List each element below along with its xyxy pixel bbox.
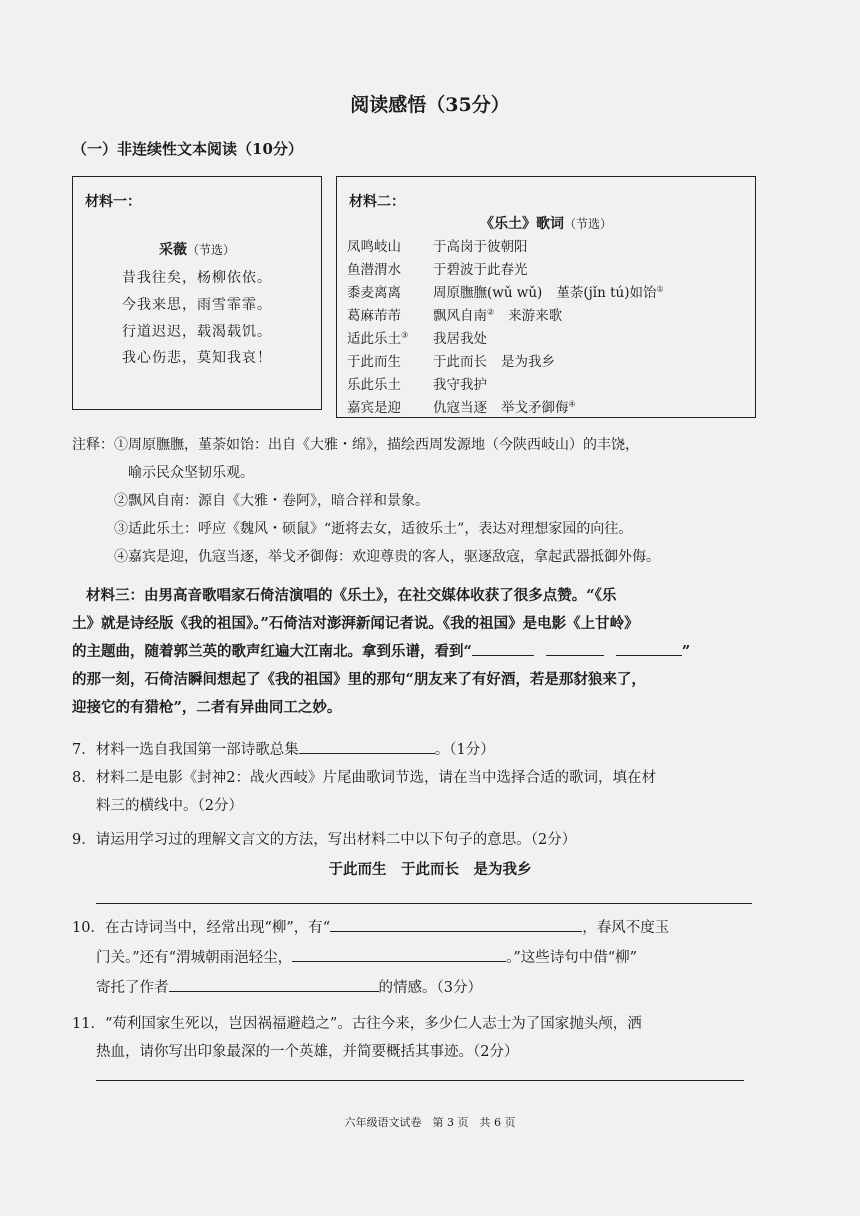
material3-line: 土》就是诗经版《我的祖国》。”石倚洁对澎湃新闻记者说。《我的祖国》是电影《上甘岭》 (72, 615, 639, 632)
answer-blank[interactable] (299, 739, 435, 754)
lyric-line: 嘉宾是迎 仇寇当逐 举戈矛御侮④ (347, 399, 576, 416)
question-8: 8．材料二是电影《封神2：战火西岐》片尾曲歌词节选，请在当中选择合适的歌词，填在材 (72, 770, 656, 786)
page-heading: 阅读感悟（35分） (350, 94, 510, 116)
answer-line[interactable] (96, 1080, 744, 1081)
answer-blank[interactable] (169, 977, 379, 992)
note-2: ②飘风自南：源自《大雅・卷阿》，暗合祥和景象。 (114, 493, 429, 509)
lyric-line: 黍麦离离 周原膴膴(wǔ wǔ) 堇荼(jǐn tú)如饴① (347, 284, 664, 301)
question-11: 11．“苟利国家生死以，岂因祸福避趋之”。古往今来，多少仁人志士为了国家抛头颅，洒 (72, 1016, 642, 1032)
question-10-cont: 寄托了作者 的情感。（3分） (96, 976, 482, 997)
note-3: ③适此乐土：呼应《魏风・硕鼠》“逝将去女，适彼乐土”，表达对理想家园的向往。 (114, 521, 633, 537)
lyric-line: 葛麻芾芾 飘风自南② 来游来歌 (347, 307, 563, 324)
fill-blank[interactable] (616, 641, 682, 656)
material1-label: 材料一： (85, 194, 141, 210)
material2-label: 材料二： (349, 194, 405, 210)
question-10-cont: 门关。”还有“渭城朝雨浥轻尘， 。”这些诗句中借“柳” (96, 946, 637, 967)
lyric-line: 鱼潜渭水 于碧波于此春光 (347, 262, 528, 278)
answer-blank[interactable] (292, 947, 506, 962)
question-7: 7．材料一选自我国第一部诗歌总集 。（1分） (72, 738, 495, 759)
answer-blank[interactable] (330, 917, 582, 932)
question-11-cont: 热血，请你写出印象最深的一个英雄，并简要概括其事迹。（2分） (96, 1044, 519, 1060)
poem-title: 采薇（节选） (158, 242, 235, 258)
fill-blank[interactable] (472, 641, 534, 656)
poem-line: 昔我往矣，杨柳依依。 (122, 270, 272, 286)
answer-line[interactable] (96, 903, 752, 904)
question-9: 9．请运用学习过的理解文言文的方法，写出材料二中以下句子的意思。（2分） (72, 832, 577, 848)
question-10: 10．在古诗词当中，经常出现“柳”，有“ ，春风不度玉 (72, 916, 669, 937)
question-9-sentence: 于此而生 于此而长 是为我乡 (328, 861, 532, 878)
material1-box (72, 176, 322, 410)
lyric-line: 适此乐土③ 我居我处 (347, 330, 487, 347)
note-1: 注释：①周原膴膴，堇荼如饴：出自《大雅・绵》，描绘西周发源地（今陕西岐山）的丰饶， (72, 437, 639, 453)
note-1-cont: 喻示民众坚韧乐观。 (128, 465, 254, 481)
poem-line: 行道迟迟，载渴载饥。 (122, 324, 272, 340)
poem-line: 我心伤悲，莫知我哀！ (122, 350, 272, 366)
material2-box (336, 176, 756, 418)
material3-line: 的那一刻，石倚洁瞬间想起了《我的祖国》里的那句“朋友来了有好酒，若是那豺狼来了， (72, 671, 646, 688)
section-title: （一）非连续性文本阅读（10分） (72, 140, 303, 158)
lyric-line: 于此而生 于此而长 是为我乡 (347, 354, 555, 370)
note-4: ④嘉宾是迎，仇寇当逐，举戈矛御侮：欢迎尊贵的客人，驱逐敌寇，拿起武器抵御外侮。 (114, 549, 660, 565)
poem-line: 今我来思，雨雪霏霏。 (122, 297, 272, 313)
fill-blank[interactable] (546, 641, 604, 656)
question-8-cont: 料三的横线中。（2分） (96, 798, 243, 814)
material3-line: 材料三：由男高音歌唱家石倚洁演唱的《乐土》，在社交媒体收获了很多点赞。“《乐 (86, 587, 617, 604)
lyric-line: 乐此乐土 我守我护 (347, 377, 487, 393)
lyric-line: 凤鸣岐山 于高岗于彼朝阳 (347, 239, 528, 255)
page-footer: 六年级语文试卷 第 3 页 共 6 页 (344, 1116, 516, 1129)
song-title: 《乐土》歌词（节选） (479, 216, 612, 232)
material3-line: 的主题曲，随着郭兰英的歌声红遍大江南北。拿到乐谱，看到“ ” (72, 643, 691, 660)
material3-line: 迎接它的有猎枪”，二者有异曲同工之妙。 (72, 699, 342, 716)
